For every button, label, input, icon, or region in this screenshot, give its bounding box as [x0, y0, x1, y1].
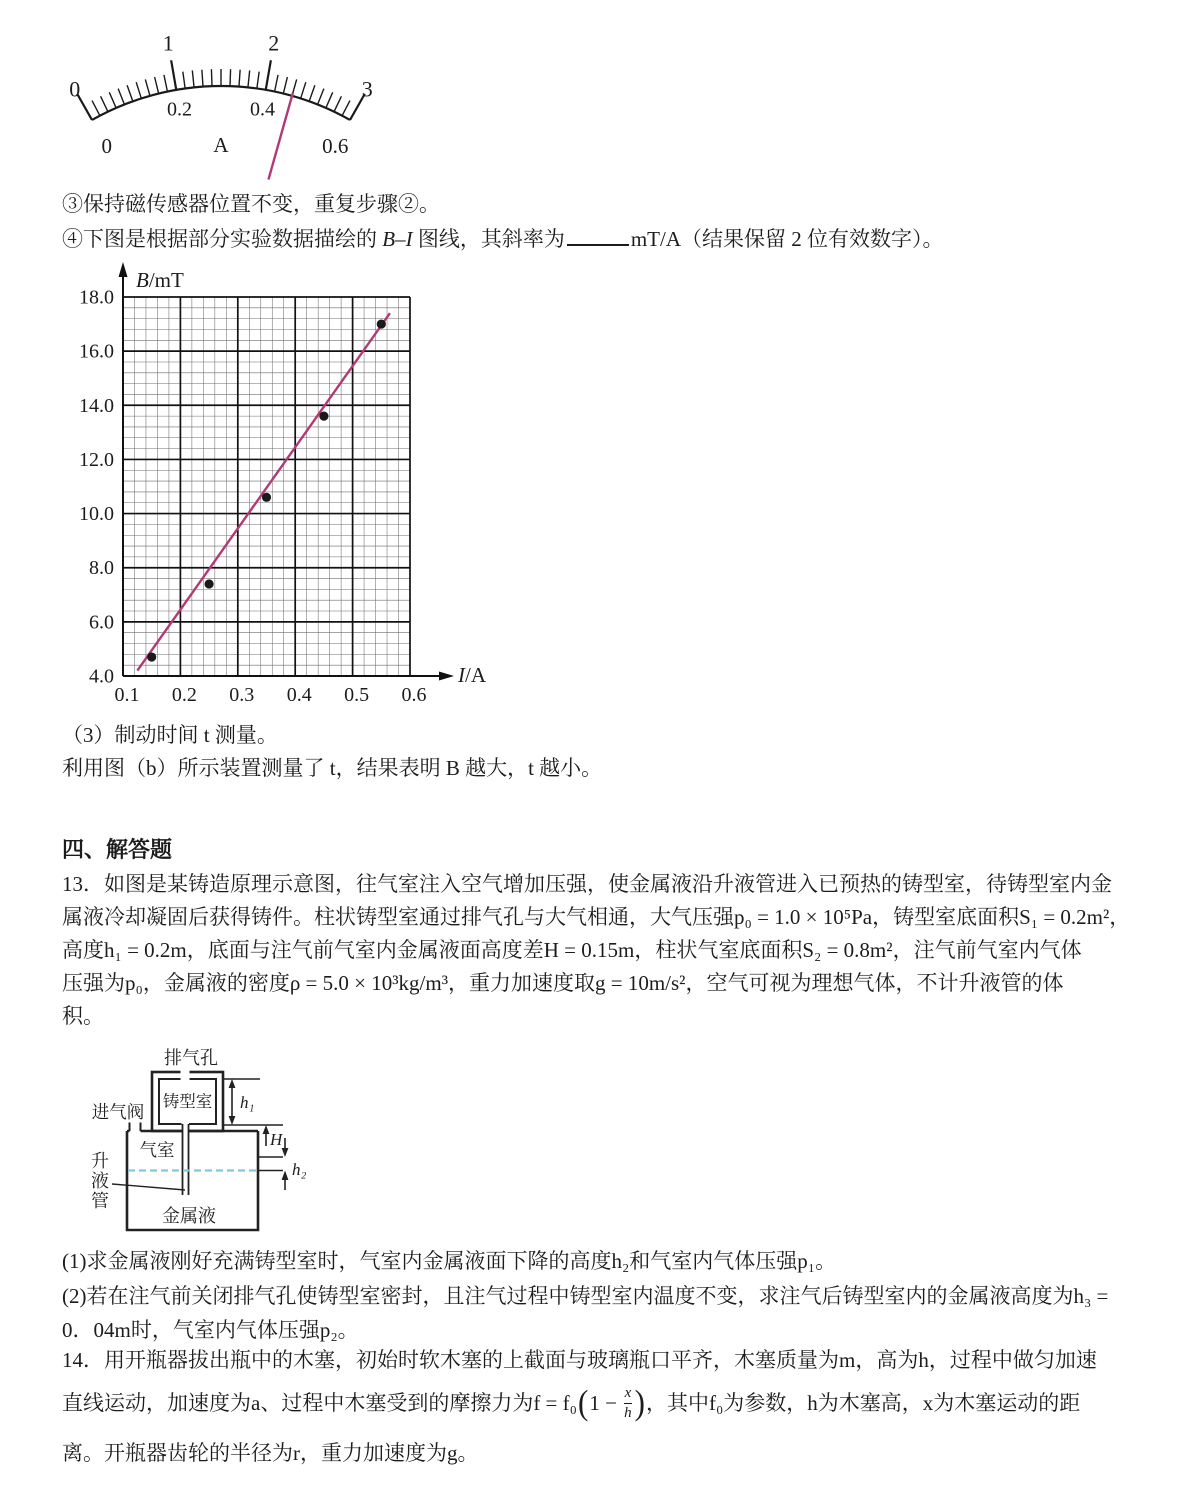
open-paren: ( [577, 1382, 589, 1423]
riser-label-char-3: 管 [91, 1191, 109, 1211]
frac-numerator: x [624, 1384, 632, 1401]
h1-arrow-up [229, 1079, 236, 1088]
q13-part-2-line-2: 0．04m时，气室内气体压强p₂。 [62, 1318, 359, 1342]
riser-label-char-2: 液 [91, 1171, 109, 1191]
data-point [377, 319, 386, 328]
svg-text:I/A: I/A [458, 663, 486, 687]
step-3-text: ③保持磁传感器位置不变，重复步骤②。 [62, 192, 440, 216]
q14-line-2 [62, 1382, 1080, 1424]
b-i-chart [60, 258, 486, 710]
svg-text:8.0: 8.0 [89, 557, 114, 580]
svg-text:B/mT: B/mT [136, 268, 184, 292]
step-4-text [62, 223, 944, 252]
close-paren: ) [634, 1382, 645, 1423]
data-point [205, 579, 214, 588]
svg-text:0.4: 0.4 [286, 684, 312, 706]
step-4-pre: ④下图是根据部分实验数据描绘的 [62, 227, 383, 251]
h1-arrow-down [229, 1116, 236, 1125]
riser-pointer-line [112, 1184, 185, 1190]
q14-line-2-post: ，其中f₀为参数，h为木塞高，x为木塞运动的距 [645, 1391, 1081, 1415]
q13-line-3: 高度h₁ = 0.2m，底面与注气前气室内金属液面高度差H = 0.15m，柱状气室底面积S₂ = 0.8m²，注气前气室内气体 [62, 938, 1082, 962]
H-down-arrow-head [282, 1148, 289, 1157]
step-4-mid: 图线，其斜率为 [412, 227, 565, 251]
fraction-bar [624, 1403, 632, 1404]
svg-text:0: 0 [69, 76, 81, 102]
svg-text:0.5: 0.5 [344, 684, 370, 706]
dim-h2-label: h₂ [292, 1160, 307, 1179]
data-point [147, 652, 156, 661]
metal-liquid-label: 金属液 [162, 1206, 216, 1226]
note-result: 利用图（b）所示装置测量了 t，结果表明 B 越大，t 越小。 [62, 756, 603, 780]
svg-text:0.2: 0.2 [171, 684, 197, 706]
intake-label: 进气阀 [91, 1102, 145, 1122]
dim-H-label: H [270, 1130, 283, 1149]
q13-line-1: 13．如图是某铸造原理示意图，往气室注入空气增加压强，使金属液沿升液管进入已预热的铸型室，待铸型室内金 [62, 872, 1112, 896]
riser-label-char-1: 升 [91, 1151, 109, 1171]
svg-text:14.0: 14.0 [79, 394, 114, 417]
q13-part-2-line-1: (2)若在注气前关闭排气孔使铸型室密封，且注气过程中铸型室内温度不变，求注气后铸型室内的金属液高度为h₃ = [62, 1284, 1109, 1308]
svg-text:0.2: 0.2 [166, 98, 192, 121]
exhaust-hole-gap [181, 1068, 190, 1082]
step-4-post: mT/A（结果保留 2 位有效数字）。 [630, 227, 944, 251]
note-braking-time: （3）制动时间 t 测量。 [62, 723, 278, 747]
intake-valve-icon [130, 1123, 141, 1132]
svg-text:0: 0 [101, 134, 113, 159]
svg-text:10.0: 10.0 [79, 503, 114, 526]
mold-label: 铸型室 [162, 1092, 213, 1111]
svg-text:0.6: 0.6 [401, 684, 427, 706]
q13-part-1: (1)求金属液刚好充满铸型室时，气室内金属液面下降的高度h₂和气室内气体压强p₁。 [62, 1249, 837, 1273]
riser-tube [183, 1124, 189, 1195]
fraction-x-over-h [624, 1386, 632, 1421]
ammeter-gauge [58, 20, 398, 182]
svg-text:2: 2 [268, 30, 280, 56]
frac-denominator: h [624, 1404, 632, 1421]
svg-text:18.0: 18.0 [79, 286, 114, 309]
svg-text:4.0: 4.0 [89, 665, 114, 688]
svg-text:0.3: 0.3 [229, 684, 255, 706]
svg-text:12.0: 12.0 [79, 448, 114, 471]
h2-arrow-head [282, 1171, 289, 1181]
svg-text:3: 3 [361, 76, 373, 102]
q14-line-2-pre: 直线运动，加速度为a、过程中木塞受到的摩擦力为f = f₀ [62, 1391, 577, 1415]
svg-text:16.0: 16.0 [79, 340, 114, 363]
svg-text:0.1: 0.1 [114, 684, 140, 706]
q13-line-4: 压强为p₀，金属液的密度ρ = 5.0 × 10³kg/m³，重力加速度取g = 10m/s²，空气可视为理想气体，不计升液管的体 [62, 971, 1064, 995]
svg-text:0.4: 0.4 [250, 98, 276, 121]
svg-text:A: A [213, 133, 229, 157]
exhaust-label: 排气孔 [164, 1048, 218, 1068]
svg-text:1: 1 [162, 30, 174, 56]
answer-blank [567, 223, 629, 246]
H-up-arrow-head [263, 1125, 270, 1134]
frac-lead: 1 − [589, 1391, 623, 1415]
svg-text:6.0: 6.0 [89, 611, 114, 634]
dim-h1-label: h₁ [240, 1093, 255, 1112]
q14-line-1: 14．用开瓶器拔出瓶中的木塞，初始时软木塞的上截面与玻璃瓶口平齐，木塞质量为m，高为h，过程中做匀加速 [62, 1348, 1097, 1372]
section-4-title: 四、解答题 [62, 837, 173, 862]
casting-diagram [68, 1038, 338, 1243]
data-point [319, 412, 328, 421]
gas-chamber-label: 气室 [139, 1140, 175, 1160]
q13-line-5: 积。 [62, 1004, 104, 1028]
data-point [262, 493, 271, 502]
svg-text:0.6: 0.6 [322, 134, 349, 159]
graph-name-bi: B–I [382, 227, 413, 251]
q13-line-2: 属液冷却凝固后获得铸件。柱状铸型室通过排气孔与大气相通，大气压强p₀ = 1.0 × 10⁵Pa，铸型室底面积S₁ = 0.2m²， [62, 905, 1131, 929]
q14-line-3: 离。开瓶器齿轮的半径为r，重力加速度为g。 [62, 1441, 479, 1465]
